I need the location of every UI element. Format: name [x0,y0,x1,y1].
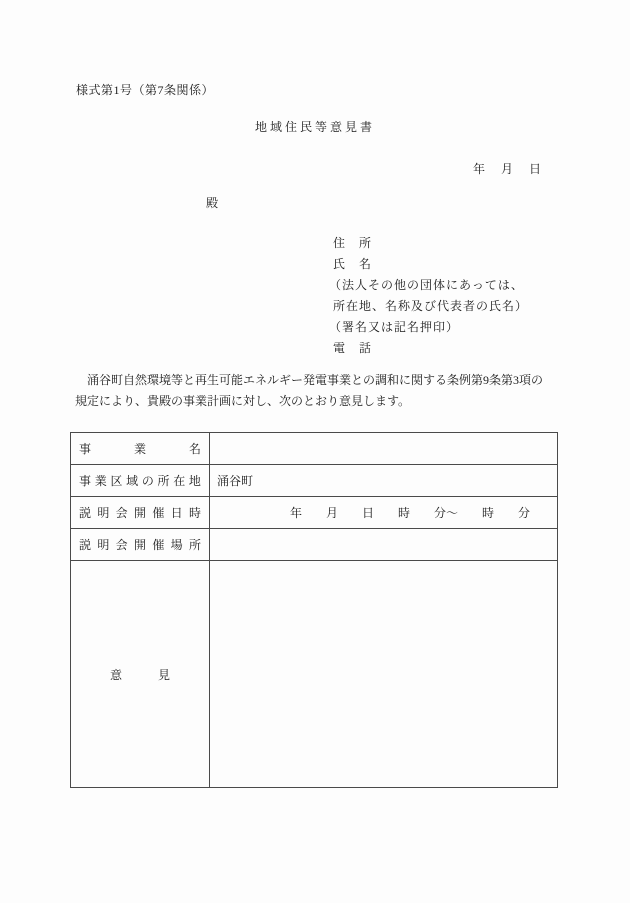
project-area-value-cell: 涌谷町 [210,465,558,497]
address-label: 住 所 [333,236,373,250]
opinion-form-table [70,432,558,788]
body-paragraph-line1: 涌谷町自然環境等と再生可能エネルギー発電事業との調和に関する条例第9条第3項の [75,373,544,387]
phone-label: 電 話 [333,341,373,355]
form-number: 様式第1号（第7条関係） [76,83,215,97]
project-name-label-cell [71,433,210,465]
briefing-place-label-cell [71,529,210,561]
project-area-label: 事 業 区 域 の 所 在 地 [79,474,201,488]
table-row-briefing-datetime [71,497,558,529]
body-paragraph [75,370,575,412]
addressee-honorific: 殿 [206,196,219,210]
corporate-note-line2: 所在地、名称及び代表者の氏名） [333,299,529,313]
project-area-label-cell [71,465,210,497]
body-paragraph-line2: 規定により、貴殿の事業計画に対し、次のとおり意見します。 [75,394,411,408]
table-row-briefing-place [71,529,558,561]
table-row-project-area [71,465,558,497]
briefing-place-label: 説 明 会 開 催 場 所 [79,538,201,552]
project-name-label: 事 業 名 [79,442,201,456]
briefing-datetime-value-cell: 年 月 日 時 分～ 時 分 [210,497,558,529]
opinion-label-cell: 意 見 [71,561,210,788]
name-label: 氏 名 [333,257,373,271]
document-title: 地域住民等意見書 [254,120,375,134]
briefing-datetime-label-cell [71,497,210,529]
corporate-note-line1: （法人その他の団体にあっては、 [329,278,524,292]
briefing-datetime-label: 説 明 会 開 催 日 時 [79,506,201,520]
sender-block [329,233,529,359]
table-row-opinion [71,561,558,788]
table-row-project-name [71,433,558,465]
briefing-place-value-cell [210,529,558,561]
opinion-value-cell [210,561,558,788]
signature-note: （署名又は記名押印） [329,320,460,334]
project-name-value-cell [210,433,558,465]
date-line: 年 月 日 [472,162,543,176]
